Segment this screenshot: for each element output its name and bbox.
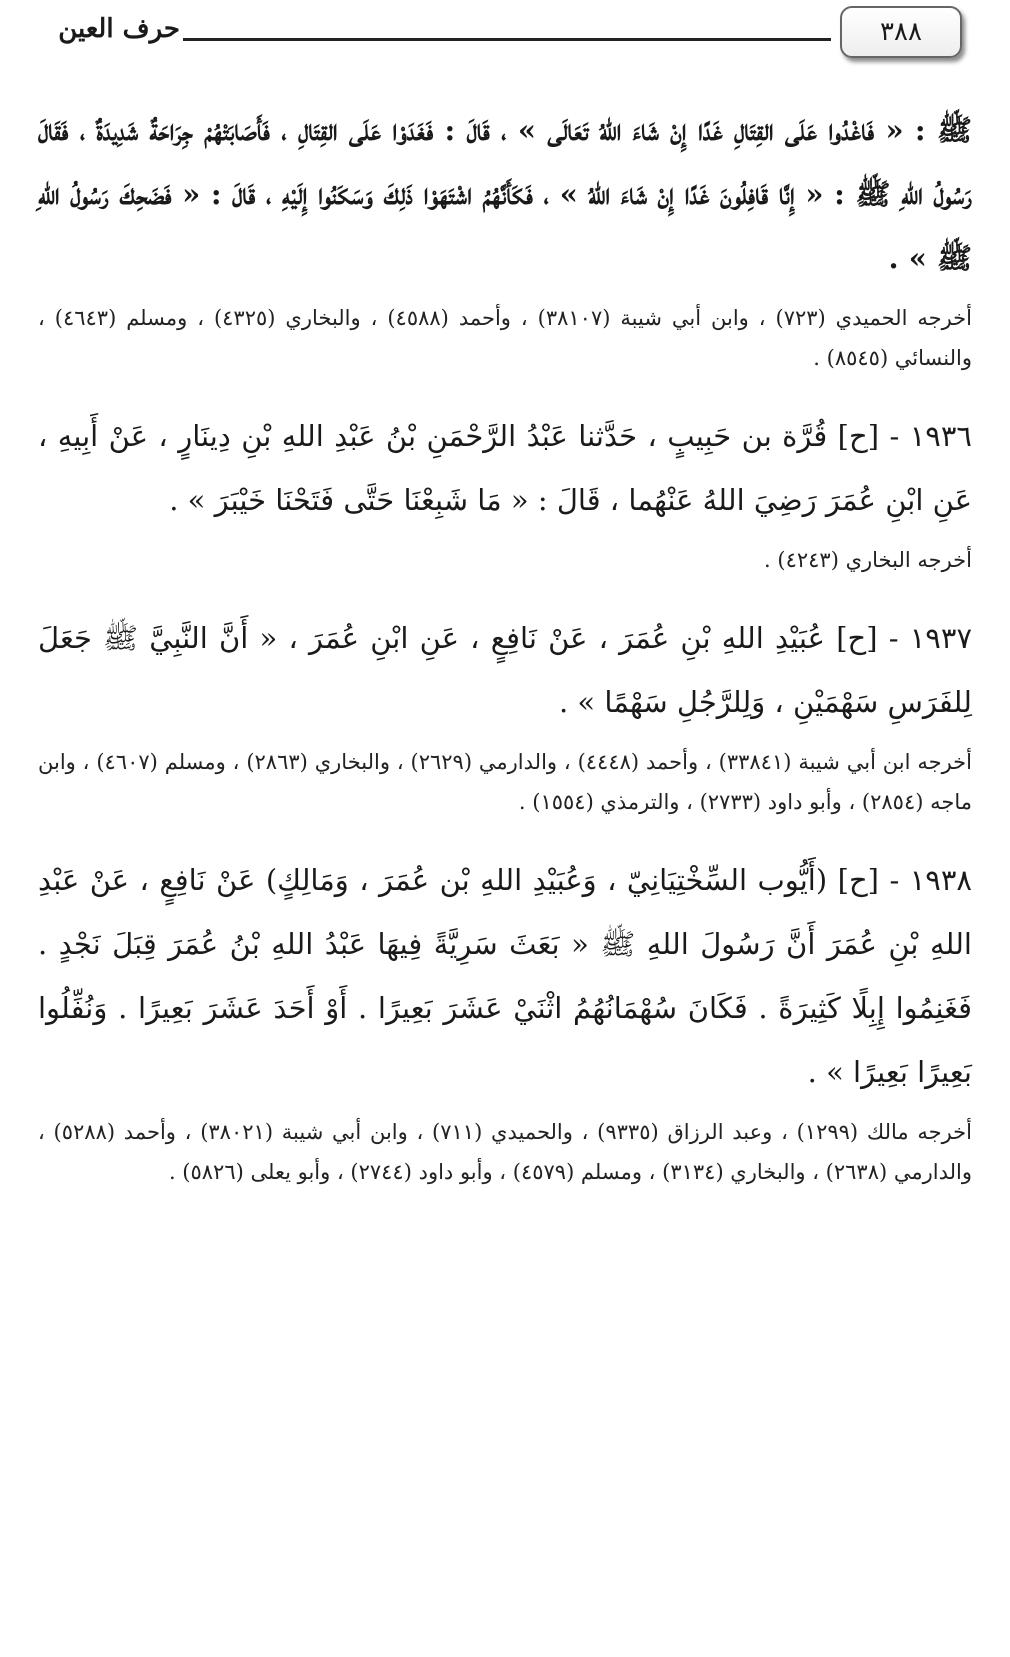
hadith-marker: [ح] [836,621,878,655]
hadith-footnote: أخرجه الحميدي (٧٢٣) ، وابن أبي شيبة (٣٨١٠٧) ، وأحمد (٤٥٨٨) ، والبخاري (٤٣٢٥) ، ومسلم (٤٦٤٣) ، والنسائي (٨٥٤٥) . [38,306,973,370]
hadith-number: ١٩٣٦ - [889,419,972,453]
hadith-1936 [38,404,972,580]
hadith-text: ﷺ : « فَاغْدُوا عَلَى القِتَالِ غَدًا إِنْ شَاءَ اللهُ تَعَالَى » ، قَالَ : فَغَدَوْا عَلَى القِتَالِ ، فَأَصَابَتْهُمْ جِرَاحَةٌ شَدِيدَةٌ ، فَقَالَ رَسُولُ اللهِ ﷺ : « إِنَّا قَافِلُونَ غَدًا إِنْ شَاءَ اللهُ » ، فَكَأَنَّهُمُ اشْتَهَوْا ذَلِكَ وَسَكَنُوا إِلَيْهِ ، قَالَ : « فَضَحِكَ رَسُولُ اللهِ ﷺ » . [38,113,972,275]
hadith-footnote: أخرجه ابن أبي شيبة (٣٣٨٤١) ، وأحمد (٤٤٤٨) ، والدارمي (٢٦٢٩) ، والبخاري (٢٨٦٣) ، ومسلم (٤٦٠٧) ، وابن ماجه (٢٨٥٤) ، وأبو داود (٢٧٣٣) ، والترمذي (١٥٥٤) . [38,750,972,814]
hadith-footnote: أخرجه البخاري (٤٢٤٣) . [764,548,972,572]
page-number: ٣٨٨ [840,6,962,58]
hadith-marker: [ح] [837,419,880,453]
hadith-marker: [ح] [837,863,879,897]
hadith-footnote: أخرجه مالك (١٢٩٩) ، وعبد الرزاق (٩٣٣٥) ، والحميدي (٧١١) ، وابن أبي شيبة (٣٨٠٢١) ، وأحمد (٥٢٨٨) ، والدارمي (٢٦٣٨) ، والبخاري (٣١٣٤) ، ومسلم (٤٥٧٩) ، وأبو داود (٢٧٤٤) ، وأبو يعلى (٥٨٢٦) . [38,1120,973,1184]
hadith-number: ١٩٣٨ - [889,863,972,897]
section-title: حرف العين [58,14,180,44]
hadith-text: قُرَّة بن حَبِيبٍ ، حَدَّثنا عَبْدُ الرَّحْمَنِ بْنُ عَبْدِ اللهِ بْنِ دِينَارٍ ، عَنْ أَبِيهِ ، عَنِ ابْنِ عُمَرَ رَضِيَ اللهُ عَنْهُما ، قَالَ : « مَا شَبِعْنَا حَتَّى فَتَحْنَا خَيْبَرَ » . [38,419,972,517]
hadith-text: (أَيُّوب السِّخْتِيَانِيّ ، وَعُبَيْدِ اللهِ بْن عُمَرَ ، وَمَالِكٍ) عَنْ نَافِعٍ ، عَنْ عَبْدِ اللهِ بْنِ عُمَرَ أَنَّ رَسُولَ اللهِ ﷺ « بَعَثَ سَرِيَّةً فِيهَا عَبْدُ اللهِ بْنُ عُمَرَ قِبَلَ نَجْدٍ . فَغَنِمُوا إِبِلًا كَثِيرَةً . فَكَانَ سُهْمَانُهُمُ اثْنَيْ عَشَرَ بَعِيرًا . أَوْ أَحَدَ عَشَرَ بَعِيرًا . وَنُفِّلُوا بَعِيرًا بَعِيرًا » . [38,863,972,1089]
hadith-number: ١٩٣٧ - [888,621,973,655]
hadith-1938 [38,848,972,1192]
hadith-continuation [38,98,972,378]
hadith-1937 [38,606,972,822]
hadith-body [38,404,972,532]
page-header [0,0,1010,70]
hadith-body [38,606,972,734]
hadith-body [38,848,972,1104]
page-content [38,98,972,1192]
hadith-text: عُبَيْدِ اللهِ بْنِ عُمَرَ ، عَنْ نَافِعٍ ، عَنِ ابْنِ عُمَرَ ، « أَنَّ النَّبِيَّ ﷺ جَعَلَ لِلفَرَسِ سَهْمَيْنِ ، وَلِلرَّجُلِ سَهْمًا » . [38,621,972,719]
header-rule [183,38,831,41]
